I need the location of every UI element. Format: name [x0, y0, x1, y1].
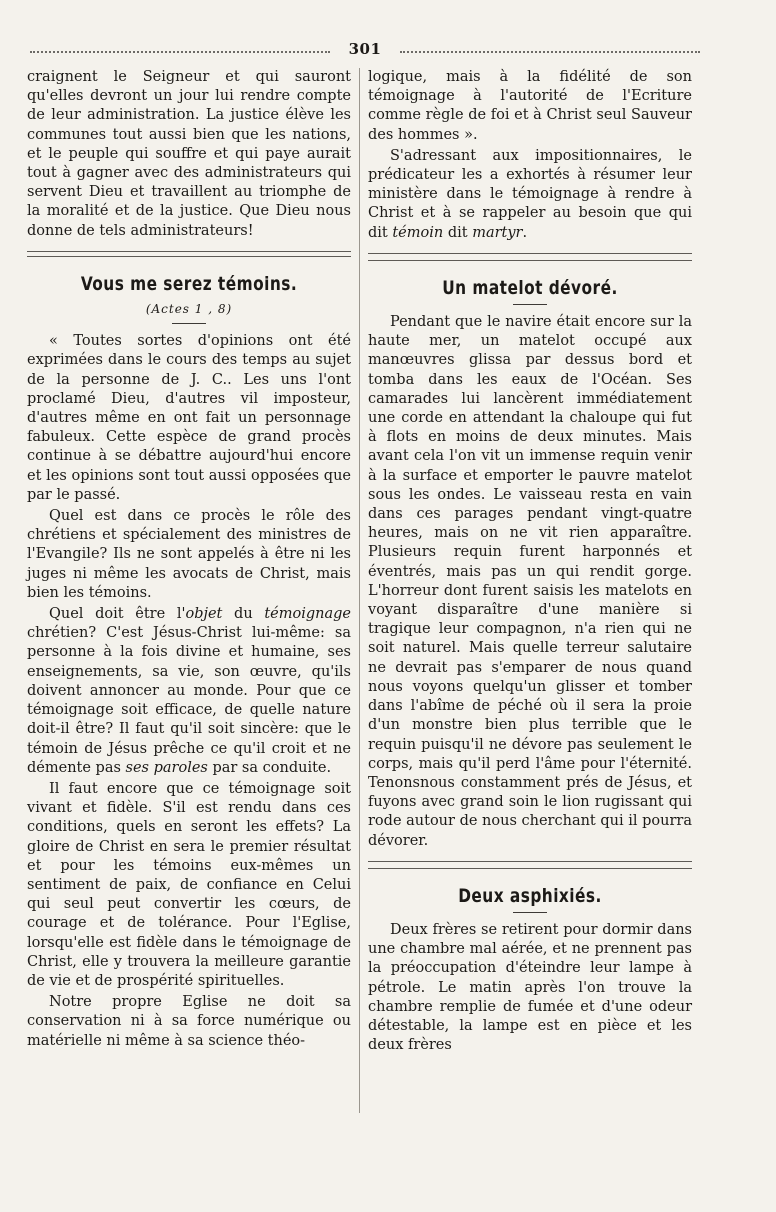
title-dash — [513, 912, 547, 913]
header-rule-left — [30, 51, 330, 53]
title-dash — [513, 304, 547, 305]
italic-objet: objet — [185, 606, 223, 623]
text-run: Quel doit être l' — [49, 606, 186, 623]
paragraph-5: Notre propre Eglise ne doit sa conservation ni à sa force numérique ou matérielle ni même à sa science théo- — [27, 994, 351, 1049]
article-title-temoins: Vous me serez témoins. — [80, 272, 298, 295]
italic-martyr: martyr — [472, 224, 523, 241]
text-run: . — [522, 224, 528, 241]
text-run: chrétien? C'est Jésus-Christ lui-même: sa personne à la fois divine et humaine, ses enseignements, sa vie, son œuvre, qu'ils doivent annoncer au monde. Pour que ce témoignage soit efficace, de quelle nature doit-il être? Il faut qu'il soit sincère: que le témoin de Jésus prêche ce qu'il croit et ne démente pas — [27, 625, 351, 776]
title-dash — [172, 323, 206, 324]
italic-ses-paroles: ses paroles — [125, 759, 208, 776]
paragraph-4: Il faut encore que ce témoignage soit vivant et fidèle. S'il est rendu dans ces conditions, quels en seront les effets? La gloire de Christ en sera le premier résultat et pour les témoins eux-mêmes un sentiment de paix, de confiance en Celui qui seul peut convertir les cœurs, de courage et de tolérance. Pour l'Eglise, lorsqu'elle est fidèle dans le témoignage de Christ, elle y trouvera la meilleure garantie de vie et de prospérité spirituelles. — [27, 780, 351, 989]
right-column — [368, 68, 692, 1055]
imposition-paragraph — [368, 147, 692, 243]
previous-article-ending: craignent le Seigneur et qui sauront qu'elles devront un jour lui rendre compte de leur administration. La justice élève les communes tout aussi bien que les nations, et le peuple qui souffre et qui paye aurait tout à gagner avec des administrateurs qui servent Dieu et travaillent au triomphe de la moralité et de la justice. Que Dieu nous donne de tels administrateurs! — [27, 69, 351, 239]
matelot-paragraph: Pendant que le navire était encore sur la haute mer, un matelot occupé aux manœuvres glissa par dessus bord et tomba dans les eaux de l'Océan. Ses camarades lui lancèrent immédiatement une corde en attendant la chaloupe qui fut à flots en moins de deux minutes. Mais avant cela l'on vit un immense requin venir à la surface et emporter le pauvre matelot sous les ondes. Le vaisseau resta en vain dans ces parages pendant vingt-quatre heures, mais on ne vit rien apparaître. Plusieurs requin furent harponnés et éventrés, mais pas un qui rendit gorge. L'horreur dont furent saisis les matelots en voyant disparaître d'une manière si tragique leur compagnon, n'a rien qui ne soit naturel. Mais quelle terreur salutaire ne devrait pas s'emparer de nous quand nous voyons quelqu'un glisser et tomber dans l'abîme de péché où il sera la proie d'un monstre bien plus terrible que le requin puisqu'il ne dévore pas seulement le corps, mais qu'il perd l'âme pour l'éternité. Tenonsnous constamment prés de Jésus, et fuyons avec grand soin le lion rugissant qui rode autour de nous cherchant qui il pourra dévorer. — [368, 314, 692, 849]
paragraph-3 — [27, 605, 351, 778]
paragraph-1: « Toutes sortes d'opinions ont été exprimées dans le cours des temps au sujet de la personne de J. C.. Les uns l'ont proclamé Dieu, d'autres vil imposteur, d'autres même en ont fait un personnage fabuleux. Cette espèce de grand procès continue à se débattre aujourd'hui encore et les opinions sont tout aussi opposées que par le passé. — [27, 333, 351, 503]
page-header — [30, 40, 700, 64]
paragraph-2: Quel est dans ce procès le rôle des chrétiens et spécialement des ministres de l'Evangile? Ils ne sont appelés à être ni les juges ni même les avocats de Christ, mais bien les témoins. — [27, 508, 351, 601]
italic-temoignage: témoignage — [264, 606, 351, 623]
article-title-matelot: Un matelot dévoré. — [442, 276, 618, 299]
continued-text: logique, mais à la fidélité de son témoignage à l'autorité de l'Ecriture comme règle de foi et à Christ seul Sauveur des hommes ». — [368, 69, 692, 143]
article-separator — [368, 253, 692, 261]
article-separator — [368, 861, 692, 869]
left-column — [27, 68, 351, 1051]
header-rule-right — [400, 51, 700, 53]
text-run: dit — [443, 224, 473, 241]
text-run: par sa conduite. — [207, 759, 332, 776]
article-title-asphixies: Deux asphixiés. — [458, 884, 602, 907]
scripture-reference: (Actes 1 , 8) — [145, 302, 233, 317]
italic-temoin: témoin — [392, 224, 444, 241]
asphixies-paragraph: Deux frères se retirent pour dormir dans une chambre mal aérée, et ne prennent pas la préoccupation d'éteindre leur lampe à pétrole. Le matin après l'on trouve la chambre remplie de fumée et d'une odeur détestable, la lampe est en pièce et les deux frères — [368, 921, 692, 1054]
text-run: S'adressant aux impositionnaires, le prédicateur les a exhortés à résumer leur ministère dans le témoignage à rendre à Christ et à se rappeler au besoin que qui dit — [368, 147, 692, 241]
page-number: 301 — [348, 40, 382, 58]
text-run: du — [222, 606, 265, 623]
article-separator — [27, 251, 351, 257]
column-divider — [359, 68, 360, 1113]
